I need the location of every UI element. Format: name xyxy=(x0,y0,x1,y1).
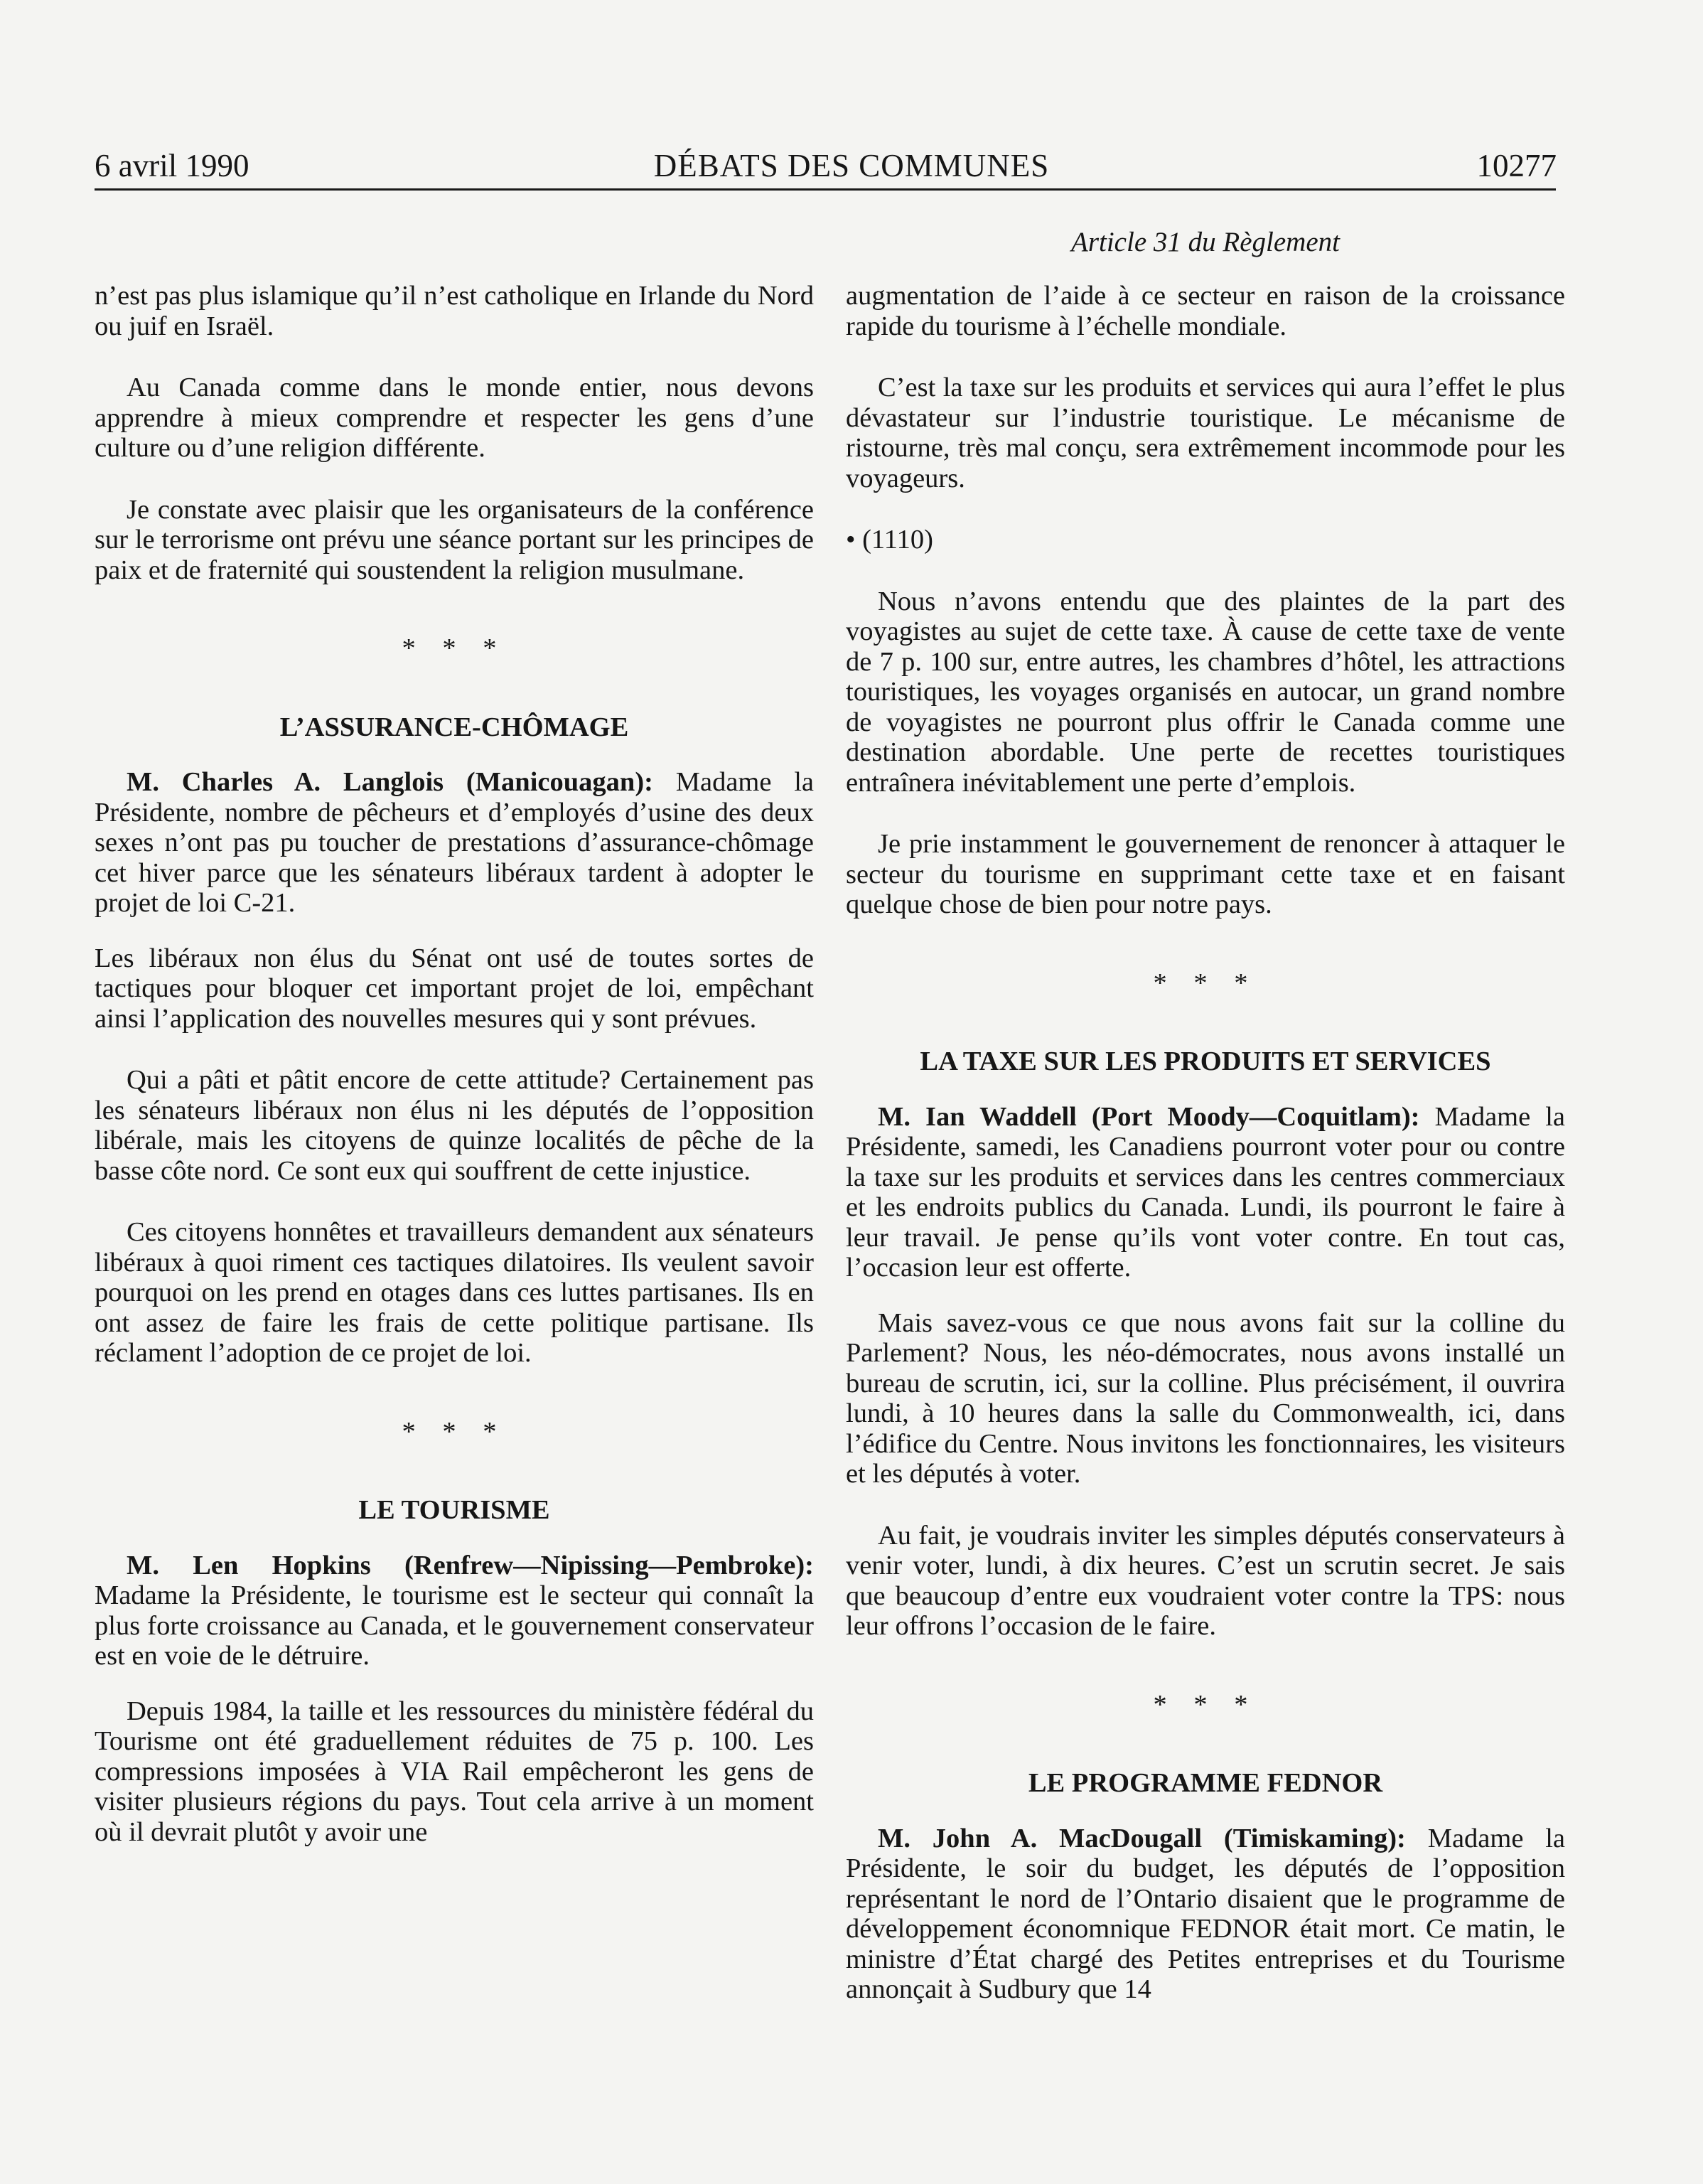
header-rule xyxy=(95,188,1556,191)
speech-text: Madame la Présidente, nombre de pêcheurs et d’employés d’usine des deux sexes n’ont pas pu toucher de prestations d’assurance-chômage cet hiver parce que les sénateurs libéraux tardent à adopter le projet de loi C-21. xyxy=(95,767,814,918)
header-date: 6 avril 1990 xyxy=(95,148,249,183)
speech-text: Madame la Présidente, samedi, les Canadiens pourront voter pour ou contre la taxe sur les produits et services dans les centres commerciaux et les endroits publics du Canada. Lundi, ils pourront le faire à leur travail. Je pense qu’ils vont voter contre. En tout cas, l’occasion leur est offerte. xyxy=(846,1101,1565,1283)
paragraph: Au Canada comme dans le monde entier, nous devons apprendre à mieux comprendre et respecter les gens d’une culture ou d’une religion différente. xyxy=(95,373,814,463)
section-heading: LE PROGRAMME FEDNOR xyxy=(1028,1768,1383,1798)
header-title: DÉBATS DES COMMUNES xyxy=(653,148,1050,183)
time-marker: • (1110) xyxy=(846,525,933,555)
right-column xyxy=(846,281,1565,2005)
header-page-number: 10277 xyxy=(1476,148,1557,183)
left-column xyxy=(95,281,814,1847)
speech-paragraph xyxy=(95,1551,814,1671)
paragraph: augmentation de l’aide à ce secteur en raison de la croissance rapide du tourisme à l’échelle mondiale. xyxy=(846,281,1565,341)
section-separator: * * * xyxy=(402,1416,507,1447)
speech-text: Madame la Présidente, le soir du budget, les députés de l’opposition représentant le nord de l’Ontario disaient que le programme de développement économnique FEDNOR était mort. Ce matin, le ministre d’État chargé des Petites entreprises et du Tourisme annonçait à Sudbury que 14 xyxy=(846,1823,1566,2004)
section-heading: LA TAXE SUR LES PRODUITS ET SERVICES xyxy=(920,1046,1491,1076)
paragraph: Au fait, je voudrais inviter les simples députés conservateurs à venir voter, lundi, à dix heures. C’est un scrutin secret. Je sais que beaucoup d’entre eux voudraient voter contre la TPS: nous leur offrons l’occasion de le faire. xyxy=(846,1520,1565,1641)
paragraph: Ces citoyens honnêtes et travailleurs demandent aux sénateurs libéraux à quoi riment ces tactiques dilatoires. Ils veulent savoir pourquoi on les prend en otages dans ces luttes partisanes. Ils en ont assez de faire les frais de cette politique partisane. Ils réclament l’adoption de ce projet de loi. xyxy=(95,1217,814,1368)
article-label: Article 31 du Règlement xyxy=(1071,227,1340,257)
section-heading: L’ASSURANCE-CHÔMAGE xyxy=(279,712,629,742)
speaker-name: M. Charles A. Langlois (Manicouagan): xyxy=(127,767,653,797)
speech-paragraph xyxy=(846,1824,1565,2005)
paragraph: C’est la taxe sur les produits et services qui aura l’effet le plus dévastateur sur l’industrie touristique. Le mécanisme de ristourne, très mal conçu, sera extrêmement incommode pour les voyageurs. xyxy=(846,373,1565,493)
section-separator: * * * xyxy=(1153,1689,1258,1720)
paragraph: Depuis 1984, la taille et les ressources du ministère fédéral du Tourisme ont été graduellement réduites de 75 p. 100. Les compressions imposées à VIA Rail empêcheront les gens de visiter plusieurs régions du pays. Tout cela arrive à un moment où il devrait plutôt y avoir une xyxy=(95,1696,814,1847)
speech-paragraph xyxy=(95,767,814,919)
speaker-name: M. Ian Waddell (Port Moody—Coquitlam): xyxy=(878,1101,1420,1132)
paragraph: Qui a pâti et pâtit encore de cette attitude? Certainement pas les sénateurs libéraux non élus ni les députés de l’opposition libérale, mais les citoyens de quinze localités de pêche de la basse côte nord. Ce sont eux qui souffrent de cette injustice. xyxy=(95,1065,814,1186)
section-heading: LE TOURISME xyxy=(358,1495,550,1525)
paragraph: Mais savez-vous ce que nous avons fait sur la colline du Parlement? Nous, les néo-démocrates, nous avons installé un bureau de scrutin, ici, sur la colline. Plus précisément, il ouvrira lundi, à 10 heures dans la salle du Commonwealth, ici, dans l’édifice du Centre. Nous invitons les fonctionnaires, les visiteurs et les députés à voter. xyxy=(846,1307,1565,1489)
paragraph: Nous n’avons entendu que des plaintes de la part des voyagistes au sujet de cette taxe. À cause de cette taxe de vente de 7 p. 100 sur, entre autres, les chambres d’hôtel, les attractions touristiques, les voyages organisés en autocar, un grand nombre de voyagistes ne pourront plus offrir le Canada comme une destination abordable. Une perte de recettes touristiques entraînera inévitablement une perte d’emplois. xyxy=(846,586,1565,798)
section-separator: * * * xyxy=(402,633,507,663)
paragraph: Je constate avec plaisir que les organisateurs de la conférence sur le terrorisme ont prévu une séance portant sur les principes de paix et de fraternité qui soustendent la religion musulmane. xyxy=(95,494,814,585)
speech-paragraph xyxy=(846,1102,1565,1283)
section-separator: * * * xyxy=(1153,968,1258,998)
paragraph: Je prie instamment le gouvernement de renoncer à attaquer le secteur du tourisme en supprimant cette taxe et en faisant quelque chose de bien pour notre pays. xyxy=(846,829,1565,919)
paragraph: n’est pas plus islamique qu’il n’est catholique en Irlande du Nord ou juif en Israël. xyxy=(95,281,814,341)
speaker-name: M. John A. MacDougall (Timiskaming): xyxy=(878,1823,1406,1853)
paragraph: Les libéraux non élus du Sénat ont usé de toutes sortes de tactiques pour bloquer cet important projet de loi, empêchant ainsi l’application des nouvelles mesures qui y sont prévues. xyxy=(95,943,814,1034)
speech-text: Madame la Présidente, le tourisme est le secteur qui connaît la plus forte croissance au Canada, et le gouvernement conservateur est en voie de le détruire. xyxy=(95,1580,814,1671)
speaker-name: M. Len Hopkins (Renfrew—Nipissing—Pembroke): xyxy=(127,1550,814,1580)
